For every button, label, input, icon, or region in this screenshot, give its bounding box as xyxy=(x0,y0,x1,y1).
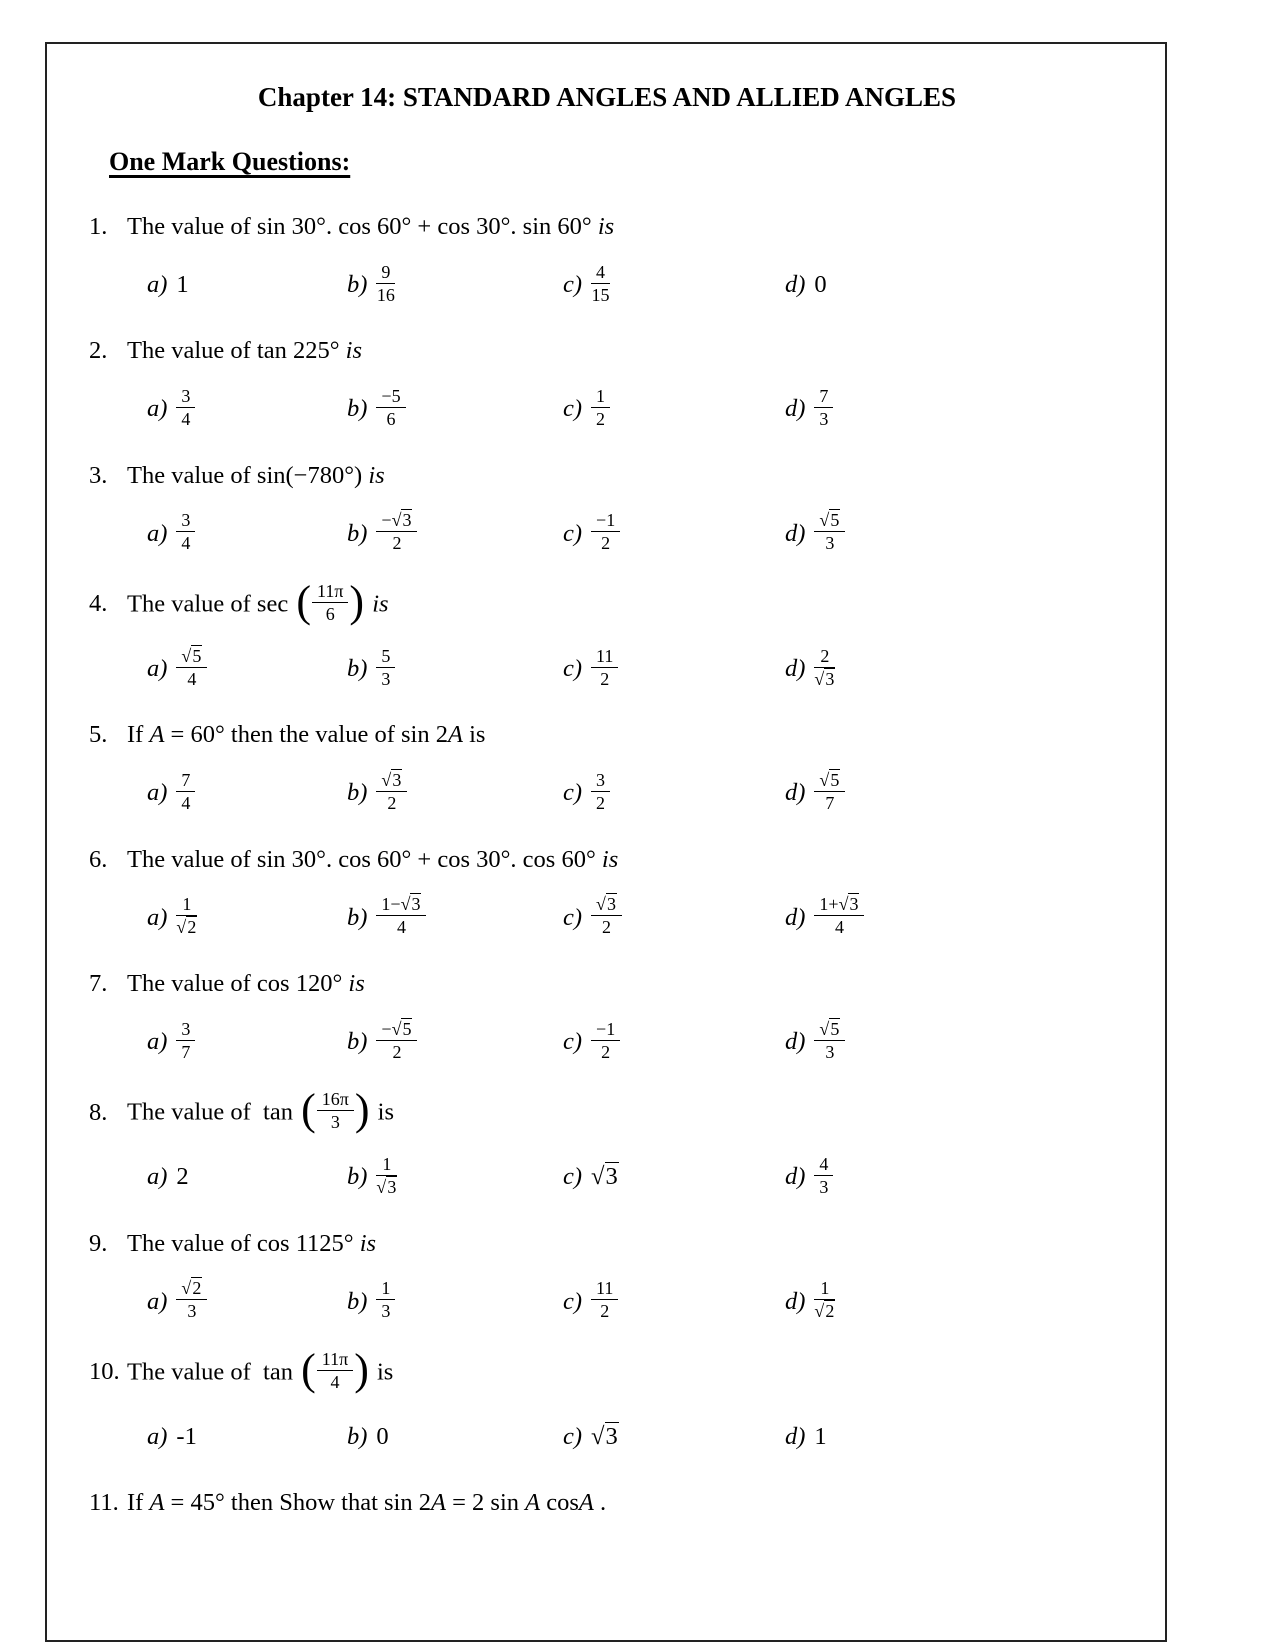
question-stem xyxy=(89,844,1125,876)
right-paren: ) xyxy=(349,576,365,626)
answer-options-row xyxy=(147,637,1125,701)
fraction-numerator: 11π xyxy=(312,581,348,603)
fraction-denominator: 3 xyxy=(330,1112,340,1133)
fraction-numerator: −√5 xyxy=(376,1019,417,1041)
option-label: b) xyxy=(347,655,368,683)
fraction xyxy=(376,894,426,937)
answer-option xyxy=(563,1161,785,1193)
page-border-frame xyxy=(45,42,1167,1642)
answer-option xyxy=(563,1421,785,1453)
answer-option xyxy=(785,769,1125,815)
question xyxy=(89,211,1125,317)
fraction-numerator: 7 xyxy=(814,386,833,408)
answer-option xyxy=(347,261,563,307)
answer-option xyxy=(347,388,563,431)
answer-options-row xyxy=(147,886,1125,950)
fraction-denominator: 3 xyxy=(819,409,829,430)
option-label: a) xyxy=(147,271,168,299)
answer-option xyxy=(147,896,347,939)
right-paren: ) xyxy=(354,1085,370,1135)
question-number: 3. xyxy=(89,461,108,489)
answer-option xyxy=(563,645,785,691)
sqrt-radical: √3 xyxy=(591,1423,618,1451)
answer-option xyxy=(785,1280,1125,1323)
answer-options-row xyxy=(147,502,1125,566)
fraction-numerator xyxy=(814,1019,845,1041)
answer-option xyxy=(563,388,785,431)
fraction xyxy=(176,386,195,429)
option-label: a) xyxy=(147,1287,168,1315)
fraction-denominator xyxy=(814,668,835,689)
answer-option xyxy=(563,1280,785,1323)
fraction xyxy=(376,262,395,305)
question-stem xyxy=(89,1344,1125,1395)
stem-text: cos xyxy=(540,1489,579,1517)
fraction xyxy=(176,1278,207,1321)
stem-text: = 2 sin xyxy=(445,1489,526,1517)
sqrt-radical: √2 xyxy=(181,1278,202,1299)
fraction-numerator: 2 xyxy=(814,646,835,668)
option-label: d) xyxy=(785,395,806,423)
fraction-numerator: 1 xyxy=(376,1278,395,1300)
answer-option xyxy=(785,1018,1125,1064)
stem-text: The value of sec xyxy=(127,590,295,618)
fraction-numerator: 1 xyxy=(814,1278,835,1300)
stem-text: The value of cos 1125° xyxy=(127,1229,360,1257)
fraction-numerator: 11π xyxy=(317,1349,353,1371)
option-label: d) xyxy=(785,271,806,299)
question xyxy=(89,1085,1125,1209)
left-paren: ( xyxy=(296,576,311,626)
stem-text: is xyxy=(597,213,615,240)
fraction-numerator: 11 xyxy=(591,1278,618,1300)
option-label: a) xyxy=(147,519,168,547)
question-stem xyxy=(89,1085,1125,1135)
sqrt-radical: √3 xyxy=(596,894,616,915)
option-label: d) xyxy=(785,903,806,931)
stem-text: . xyxy=(593,1489,607,1517)
option-label: c) xyxy=(563,1028,583,1056)
fraction-numerator: 4 xyxy=(814,1154,833,1176)
stem-text: The value of cos 120° xyxy=(127,969,349,997)
fraction-numerator: 1 xyxy=(591,386,610,408)
answer-options-row xyxy=(147,1010,1125,1074)
fraction xyxy=(376,1278,395,1321)
fraction xyxy=(376,1019,417,1062)
question xyxy=(89,1344,1125,1469)
question xyxy=(89,968,1125,1074)
sqrt-radical: √3 xyxy=(400,894,421,915)
fraction xyxy=(376,770,407,813)
option-label: c) xyxy=(563,1423,583,1451)
fraction-denominator: 4 xyxy=(181,409,191,430)
question xyxy=(89,335,1125,441)
fraction-denominator: 4 xyxy=(187,668,197,689)
option-label: b) xyxy=(347,903,368,931)
option-label: b) xyxy=(347,271,368,299)
sqrt-radical: √3 xyxy=(814,668,835,689)
stem-text: is xyxy=(359,1229,377,1257)
fraction-numerator: 3 xyxy=(176,386,195,408)
fraction-denominator: 3 xyxy=(381,1301,391,1322)
option-label: a) xyxy=(147,1163,168,1191)
fraction-denominator: 2 xyxy=(600,1301,610,1322)
option-value: 0 xyxy=(814,271,827,299)
answer-option xyxy=(347,645,563,691)
option-label: b) xyxy=(347,779,368,807)
fraction-numerator: 3 xyxy=(176,510,195,532)
answer-option xyxy=(347,769,563,815)
fraction-denominator: 15 xyxy=(591,284,610,305)
questions-list xyxy=(89,211,1125,1520)
fraction xyxy=(814,510,845,553)
stem-text: is xyxy=(368,461,385,489)
fraction-denominator: 2 xyxy=(596,793,606,814)
question-stem xyxy=(89,335,1125,367)
fraction xyxy=(376,386,405,429)
left-paren: ( xyxy=(301,1085,316,1135)
option-label: a) xyxy=(147,655,168,683)
option-value: 1 xyxy=(814,1423,827,1451)
answer-option xyxy=(147,269,347,301)
stem-text: A xyxy=(149,721,165,749)
option-value: 2 xyxy=(176,1163,189,1191)
fraction-denominator: 2 xyxy=(392,533,402,554)
fraction xyxy=(591,510,620,553)
page-title: Chapter 14: STANDARD ANGLES AND ALLIED ANGLES xyxy=(257,82,957,112)
stem-text: A xyxy=(525,1489,541,1517)
question-stem xyxy=(89,576,1125,627)
question-number: 7. xyxy=(89,969,108,997)
answer-option xyxy=(563,1018,785,1064)
stem-text: A xyxy=(578,1489,594,1517)
fraction xyxy=(814,646,835,689)
question-number: 6. xyxy=(89,845,108,873)
fraction-numerator xyxy=(814,770,845,792)
option-label: d) xyxy=(785,779,806,807)
fraction xyxy=(591,646,618,689)
question xyxy=(89,1487,1125,1519)
option-label: b) xyxy=(347,1423,368,1451)
option-label: c) xyxy=(563,271,583,299)
paren-fraction xyxy=(301,1085,370,1135)
answer-option xyxy=(563,896,785,939)
question xyxy=(89,844,1125,950)
fraction-denominator: 7 xyxy=(181,1041,191,1062)
fraction-denominator: 2 xyxy=(600,668,610,689)
question xyxy=(89,460,1125,566)
option-value xyxy=(591,1161,619,1193)
sqrt-radical: √3 xyxy=(391,510,412,531)
option-label: d) xyxy=(785,519,806,547)
option-label: b) xyxy=(347,1163,368,1191)
fraction-denominator xyxy=(814,1300,835,1321)
fraction-denominator: 3 xyxy=(187,1301,197,1322)
answer-option xyxy=(347,512,563,555)
question-number: 2. xyxy=(89,337,108,365)
answer-option xyxy=(785,1153,1125,1199)
fraction-numerator: 1 xyxy=(176,894,197,916)
fraction-numerator: 16π xyxy=(317,1089,354,1111)
fraction-denominator: 16 xyxy=(376,284,395,305)
fraction xyxy=(591,386,610,429)
fraction-numerator: 3 xyxy=(591,770,610,792)
fraction-denominator: 2 xyxy=(387,793,397,814)
fraction xyxy=(317,1089,354,1132)
answer-options-row xyxy=(147,1405,1125,1469)
question-stem xyxy=(89,1487,1125,1519)
question-number: 8. xyxy=(89,1098,108,1126)
answer-option xyxy=(785,645,1125,691)
question-number: 4. xyxy=(89,590,108,618)
stem-text: is xyxy=(366,590,389,618)
fraction xyxy=(591,1278,618,1321)
option-value xyxy=(591,1421,619,1453)
answer-option xyxy=(347,1018,563,1064)
option-label: c) xyxy=(563,519,583,547)
fraction-denominator: 2 xyxy=(601,917,611,938)
option-label: c) xyxy=(563,1287,583,1315)
fraction-numerator: 9 xyxy=(376,262,395,284)
option-label: d) xyxy=(785,655,806,683)
option-label: c) xyxy=(563,1163,583,1191)
question-number: 1. xyxy=(89,213,108,240)
fraction-denominator: 7 xyxy=(825,793,835,814)
fraction-denominator: 6 xyxy=(386,409,396,430)
answer-option xyxy=(147,769,347,815)
answer-option xyxy=(347,896,563,939)
fraction-denominator: 2 xyxy=(596,409,606,430)
option-label: d) xyxy=(785,1423,806,1451)
sqrt-radical: √5 xyxy=(181,645,202,666)
answer-options-row xyxy=(147,1146,1125,1210)
fraction xyxy=(591,1019,620,1062)
fraction xyxy=(176,894,197,937)
fraction xyxy=(376,646,395,689)
question-stem xyxy=(89,968,1125,1000)
option-label: a) xyxy=(147,1423,168,1451)
fraction xyxy=(176,770,195,813)
fraction-numerator xyxy=(176,646,207,668)
fraction-denominator xyxy=(376,1176,397,1197)
answer-option xyxy=(147,1421,347,1453)
stem-text: The value of sin 30°. cos 60° + cos 30°. sin 60° xyxy=(127,213,598,240)
stem-text: is xyxy=(462,721,486,749)
answer-option xyxy=(147,1161,347,1193)
fraction-denominator: 4 xyxy=(396,917,406,938)
stem-text: The value of sin 30°. cos 60° + cos 30°. cos 60° xyxy=(127,845,602,873)
option-label: a) xyxy=(147,903,168,931)
stem-text: The value of tan xyxy=(127,1098,300,1126)
answer-option xyxy=(785,269,1125,301)
fraction xyxy=(317,1349,353,1392)
section-heading: One Mark Questions: xyxy=(109,147,351,176)
fraction-numerator xyxy=(376,770,407,792)
fraction-denominator: 4 xyxy=(834,917,844,938)
sqrt-radical: √5 xyxy=(391,1018,412,1039)
sqrt-radical: √3 xyxy=(838,894,859,915)
fraction-numerator: −1 xyxy=(591,1019,620,1041)
answer-option xyxy=(147,645,347,691)
answer-option xyxy=(785,388,1125,431)
option-value: 1 xyxy=(176,271,189,299)
fraction-numerator: −√3 xyxy=(376,510,417,532)
fraction xyxy=(814,894,864,937)
fraction xyxy=(814,386,833,429)
answer-option xyxy=(347,1280,563,1323)
option-label: d) xyxy=(785,1287,806,1315)
stem-text: The value of tan 225° xyxy=(127,337,346,365)
stem-text: The value of sin(−780°) xyxy=(127,461,369,489)
option-value: -1 xyxy=(176,1423,197,1451)
sqrt-radical: √3 xyxy=(376,1177,397,1198)
option-label: b) xyxy=(347,519,368,547)
fraction-numerator xyxy=(814,510,845,532)
fraction xyxy=(591,262,610,305)
sqrt-radical: √5 xyxy=(819,510,840,531)
fraction-denominator: 3 xyxy=(825,533,835,554)
question-number: 5. xyxy=(89,721,108,749)
question-number: 11. xyxy=(89,1489,119,1517)
stem-text: is xyxy=(345,337,363,365)
stem-text: is xyxy=(371,1098,394,1126)
answer-options-row xyxy=(147,1270,1125,1334)
stem-text: is xyxy=(370,1358,394,1386)
answer-option xyxy=(563,512,785,555)
question xyxy=(89,576,1125,701)
sqrt-radical: √5 xyxy=(819,769,840,790)
option-label: d) xyxy=(785,1028,806,1056)
answer-options-row xyxy=(147,378,1125,442)
fraction-denominator: 3 xyxy=(819,1177,829,1198)
stem-text: The value of tan xyxy=(127,1358,300,1386)
fraction xyxy=(814,770,845,813)
paren-fraction xyxy=(296,576,365,626)
left-paren: ( xyxy=(301,1344,316,1394)
stem-text: A xyxy=(447,721,463,749)
answer-option xyxy=(563,769,785,815)
question xyxy=(89,1228,1125,1334)
fraction-denominator: 2 xyxy=(601,533,611,554)
sqrt-radical: √3 xyxy=(381,769,402,790)
answer-option xyxy=(147,388,347,431)
fraction-denominator: 2 xyxy=(601,1041,611,1062)
answer-option xyxy=(347,1153,563,1199)
answer-option xyxy=(785,896,1125,939)
fraction xyxy=(312,581,348,624)
fraction-numerator: 7 xyxy=(176,770,195,792)
option-label: b) xyxy=(347,1287,368,1315)
fraction-denominator: 4 xyxy=(181,533,191,554)
sqrt-radical: √2 xyxy=(814,1301,835,1322)
answer-options-row xyxy=(147,253,1125,317)
fraction-numerator: −5 xyxy=(376,386,405,408)
fraction xyxy=(591,770,610,813)
fraction-denominator xyxy=(176,916,197,937)
stem-text: A xyxy=(431,1489,446,1517)
sqrt-radical: √5 xyxy=(819,1018,840,1039)
answer-options-row xyxy=(147,762,1125,826)
fraction-denominator: 2 xyxy=(392,1041,402,1062)
fraction xyxy=(376,510,417,553)
fraction-numerator: 1 xyxy=(376,1154,397,1176)
option-value: 0 xyxy=(376,1423,389,1451)
fraction-numerator: −1 xyxy=(591,510,620,532)
fraction-numerator: 11 xyxy=(591,646,618,668)
option-label: c) xyxy=(563,903,583,931)
question-stem xyxy=(89,460,1125,492)
fraction xyxy=(814,1278,835,1321)
question-number: 9. xyxy=(89,1229,108,1257)
answer-option xyxy=(563,261,785,307)
stem-text: If xyxy=(127,1489,150,1517)
stem-text: is xyxy=(601,845,619,873)
fraction-numerator xyxy=(176,1278,207,1300)
fraction xyxy=(591,894,622,937)
fraction xyxy=(376,1154,397,1197)
answer-option xyxy=(147,512,347,555)
option-label: a) xyxy=(147,1028,168,1056)
right-paren: ) xyxy=(354,1344,369,1394)
answer-option xyxy=(785,512,1125,555)
stem-text: A xyxy=(149,1489,165,1517)
stem-text: is xyxy=(348,969,365,997)
sqrt-radical: √3 xyxy=(591,1163,618,1191)
option-label: c) xyxy=(563,655,583,683)
answer-option xyxy=(347,1421,563,1453)
fraction-numerator: 5 xyxy=(376,646,395,668)
option-label: a) xyxy=(147,395,168,423)
fraction-numerator: 1+√3 xyxy=(814,894,864,916)
fraction-numerator: 3 xyxy=(176,1019,195,1041)
question-number: 10. xyxy=(89,1358,120,1386)
option-label: c) xyxy=(563,395,583,423)
fraction-denominator: 4 xyxy=(330,1372,340,1393)
option-label: a) xyxy=(147,779,168,807)
question xyxy=(89,719,1125,825)
answer-option xyxy=(147,1280,347,1323)
fraction-numerator: 1−√3 xyxy=(376,894,426,916)
fraction xyxy=(176,510,195,553)
sqrt-radical: √2 xyxy=(176,917,197,938)
stem-text: If xyxy=(127,721,150,749)
fraction-numerator: 4 xyxy=(591,262,610,284)
fraction xyxy=(814,1154,833,1197)
stem-text: = 60° then the value of sin 2 xyxy=(164,721,448,749)
answer-option xyxy=(147,1018,347,1064)
question-stem xyxy=(89,211,1125,243)
paren-fraction xyxy=(301,1344,369,1394)
fraction-denominator: 4 xyxy=(181,793,191,814)
fraction xyxy=(176,1019,195,1062)
option-label: b) xyxy=(347,395,368,423)
option-label: c) xyxy=(563,779,583,807)
option-label: b) xyxy=(347,1028,368,1056)
answer-option xyxy=(785,1421,1125,1453)
fraction xyxy=(814,1019,845,1062)
question-stem xyxy=(89,719,1125,751)
fraction-numerator xyxy=(591,894,622,916)
question-stem xyxy=(89,1228,1125,1260)
fraction-denominator: 3 xyxy=(381,668,391,689)
option-label: d) xyxy=(785,1163,806,1191)
fraction-denominator: 3 xyxy=(825,1041,835,1062)
fraction-denominator: 6 xyxy=(325,604,335,625)
stem-text: = 45° then Show that sin 2 xyxy=(164,1489,431,1517)
fraction xyxy=(176,646,207,689)
